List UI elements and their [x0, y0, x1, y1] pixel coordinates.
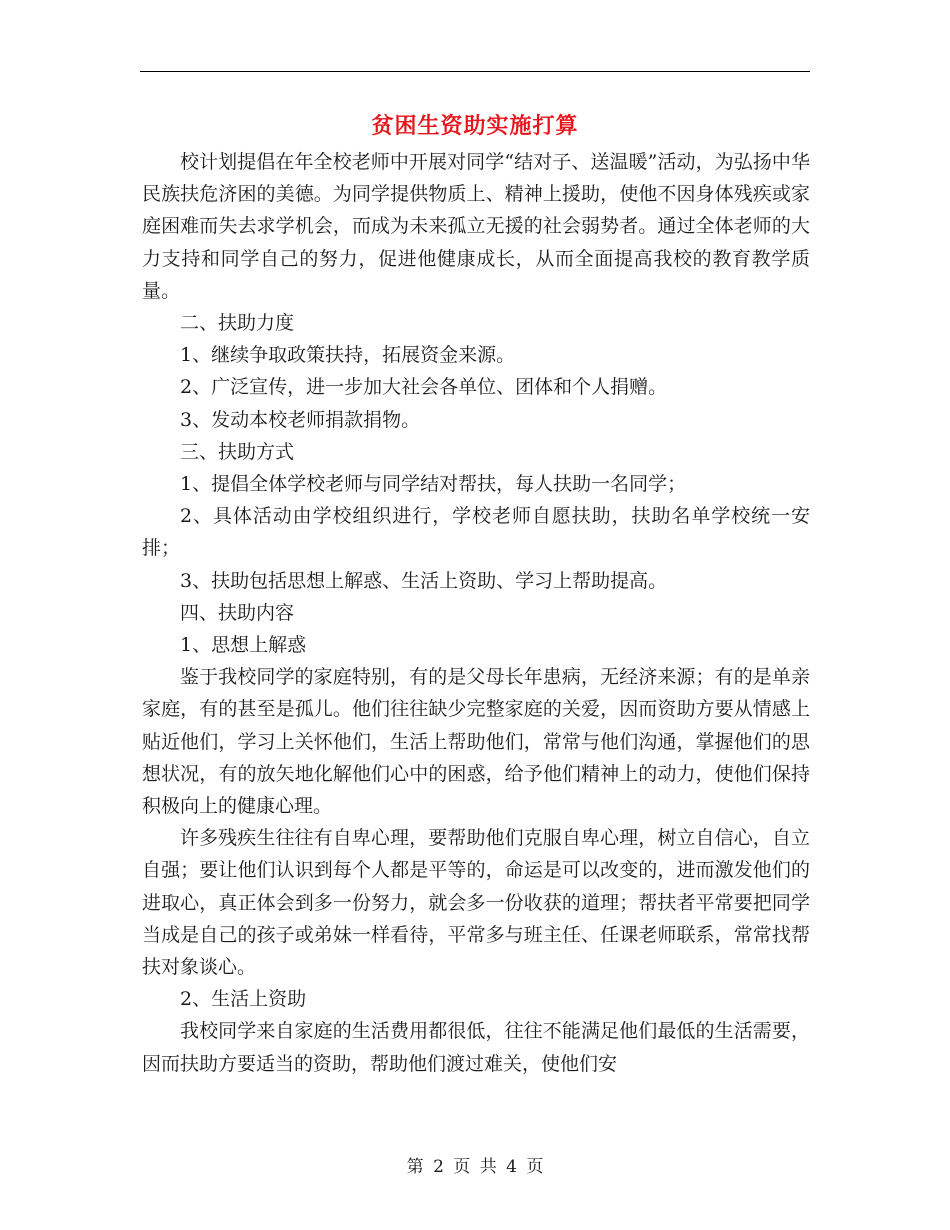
section-heading-2: 二、扶助力度	[180, 312, 295, 335]
header-rule	[140, 71, 810, 72]
subsection-heading: 2、生活上资助	[180, 988, 307, 1011]
section-heading-3: 三、扶助方式	[180, 440, 295, 463]
list-item: 2、广泛宣传，进一步加大社会各单位、团体和个人捐赠。	[180, 376, 668, 399]
list-item: 3、发动本校老师捐款捐物。	[180, 408, 421, 431]
page-number-footer: 第 2 页 共 4 页	[406, 1157, 544, 1177]
subsection-heading: 1、思想上解惑	[180, 634, 307, 657]
list-item: 1、继续争取政策扶持，拓展资金来源。	[180, 344, 516, 367]
paragraph: 鉴于我校同学的家庭特别，有的是父母长年患病，无经济来源；有的是单亲家庭，有的甚至是孤儿。他们往往缺少完整家庭的关爱，因而资助方要从情感上贴近他们，学习上关怀他们，生活上帮助他们，常常与他们沟通，掌握他们的思想状况，有的放矢地化解他们心中的困惑，给予他们精神上的动力，使他们保持积极向上的健康心理。	[142, 666, 810, 818]
paragraph: 我校同学来自家庭的生活费用都很低，往往不能满足他们最低的生活需要，因而扶助方要适当的资助，帮助他们渡过难关，使他们安	[142, 1020, 810, 1075]
list-item: 1、提倡全体学校老师与同学结对帮扶，每人扶助一名同学；	[180, 473, 687, 496]
list-item: 2、具体活动由学校组织进行，学校老师自愿扶助，扶助名单学校统一安排；	[142, 505, 810, 560]
list-item: 3、扶助包括思想上解惑、生活上资助、学习上帮助提高。	[180, 569, 668, 592]
document-body	[142, 146, 810, 1080]
section-heading-4: 四、扶助内容	[180, 601, 295, 624]
document-title: 贫困生资助实施打算	[371, 113, 579, 139]
paragraph: 许多残疾生往往有自卑心理，要帮助他们克服自卑心理，树立自信心，自立自强；要让他们认识到每个人都是平等的，命运是可以改变的，进而激发他们的进取心，真正体会到多一份努力，就会多一份收获的道理；帮扶者平常要把同学当成是自己的孩子或弟妹一样看待，平常多与班主任、任课老师联系，常常找帮扶对象谈心。	[142, 827, 810, 979]
paragraph-intro: 校计划提倡在年全校老师中开展对同学“结对子、送温暖”活动，为弘扬中华民族扶危济困的美德。为同学提供物质上、精神上援助，使他不因身体残疾或家庭困难而失去求学机会，而成为未来孤立无援的社会弱势者。通过全体老师的大力支持和同学自己的努力，促进他健康成长，从而全面提高我校的教育教学质量。	[142, 151, 810, 302]
